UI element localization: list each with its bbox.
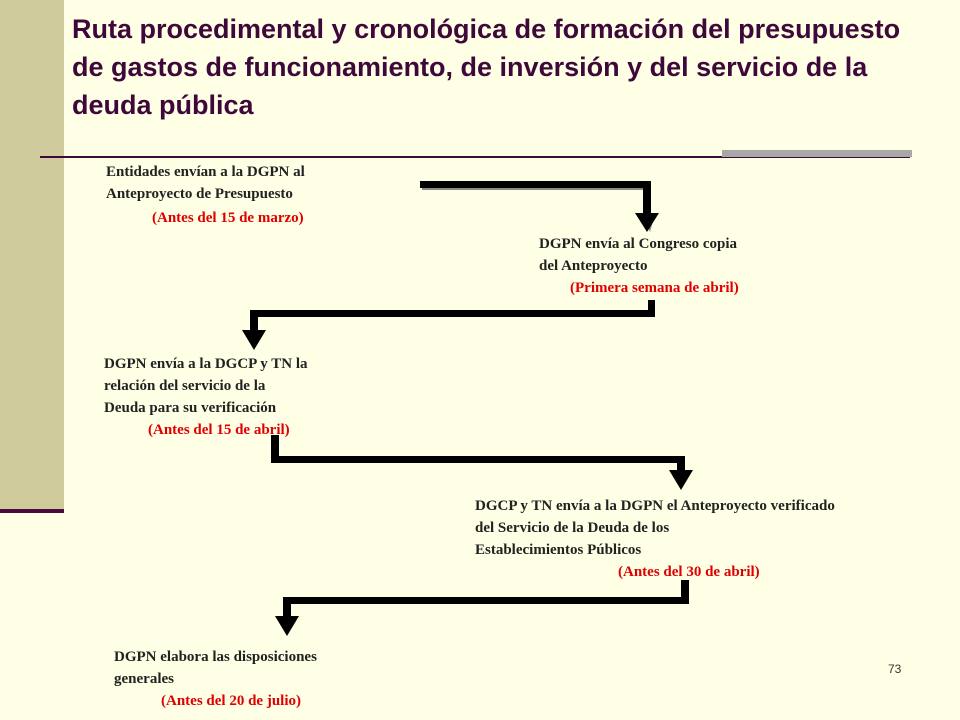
- step-text-line: del Anteproyecto: [539, 258, 648, 274]
- arrow-3-step3-to-step4: [271, 435, 693, 490]
- step-text-line: del Servicio de la Deuda de los: [475, 520, 670, 536]
- step-text-line: DGPN elabora las disposiciones: [114, 649, 317, 665]
- step-text-line: generales: [114, 671, 174, 687]
- step-deadline: (Antes del 15 de abril): [148, 422, 290, 438]
- step-text-line: DGPN envía a la DGCP y TN la: [104, 356, 308, 372]
- step-deadline: (Antes del 30 de abril): [618, 564, 760, 580]
- step-dgpn-envia-congreso: [539, 233, 739, 299]
- slide-title: Ruta procedimental y cronológica de formación del presupuesto de gastos de funcionamiento, de inversión y del servicio de la deuda pública: [72, 14, 901, 120]
- arrow-4-step4-to-step5: [275, 580, 689, 636]
- step-text-line: Establecimientos Públicos: [475, 542, 642, 558]
- step-deadline: (Antes del 20 de julio): [161, 693, 301, 709]
- step-text-line: relación del servicio de la: [104, 378, 266, 394]
- arrow-1-shadow: [422, 186, 655, 232]
- step-text-line: Entidades envían a la DGPN al: [106, 164, 305, 180]
- step-text-line: DGCP y TN envía a la DGPN el Anteproyecto verificado: [475, 498, 835, 514]
- step-text-line: Deuda para su verificación: [104, 400, 277, 416]
- step-dgpn-elabora: [114, 646, 317, 712]
- step-text-line: Anteproyecto de Presupuesto: [106, 186, 293, 202]
- step-deadline: (Primera semana de abril): [570, 280, 739, 296]
- step-entidades-envian: [106, 161, 305, 229]
- arrow-2-step2-to-step3: [242, 300, 655, 350]
- step-deadline: (Antes del 15 de marzo): [152, 210, 304, 226]
- step-dgpn-envia-dgcp: [104, 353, 307, 441]
- step-dgcp-envia-dgpn: [475, 495, 835, 583]
- page-number: 73: [888, 662, 902, 676]
- step-text-line: DGPN envía al Congreso copia: [539, 236, 738, 252]
